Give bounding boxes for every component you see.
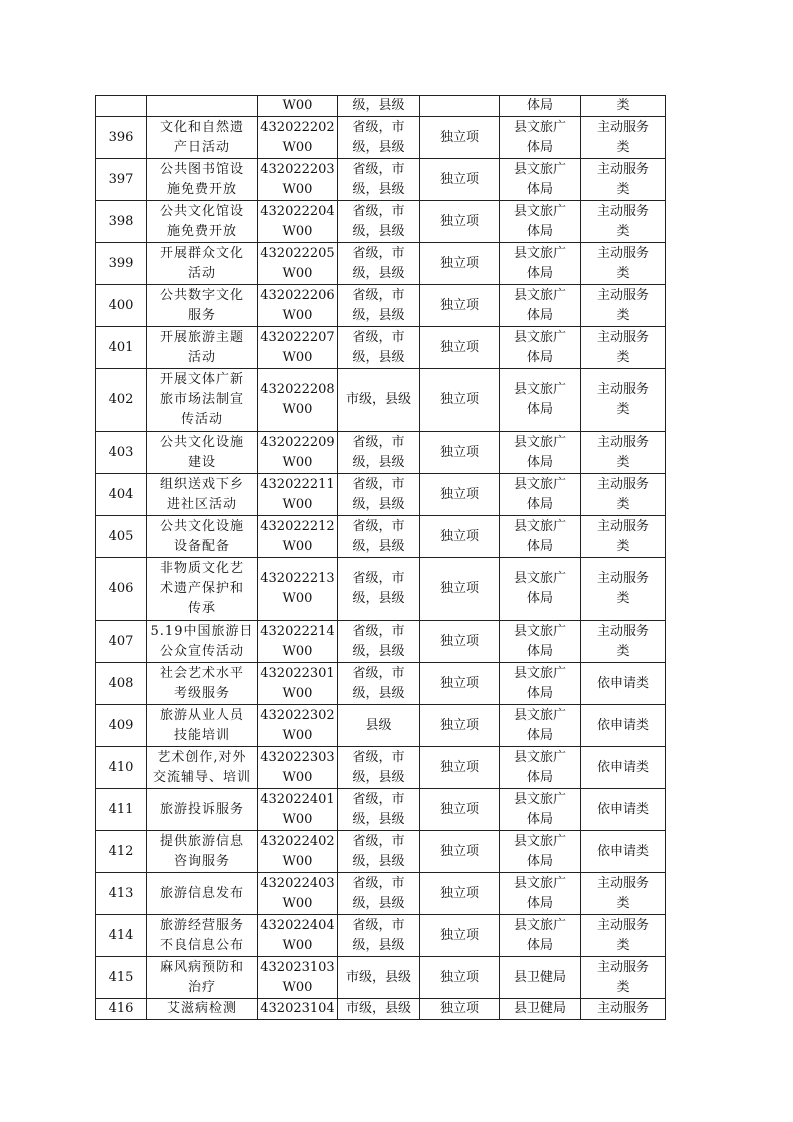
- item-name-cell: [147, 96, 258, 117]
- item-code-cell: 432022208 W00: [258, 369, 338, 432]
- item-type-cell: 独立项: [420, 432, 500, 474]
- table-row: [96, 474, 666, 516]
- department-cell: 县文旅广 体局: [500, 663, 581, 705]
- department-cell: 县文旅广 体局: [500, 789, 581, 831]
- category-cell: 依申请类: [581, 663, 666, 705]
- item-code-cell: 432022301 W00: [258, 663, 338, 705]
- row-number-cell: 412: [96, 831, 147, 873]
- row-number-cell: 400: [96, 285, 147, 327]
- department-cell: 县文旅广 体局: [500, 915, 581, 957]
- table-row: [96, 243, 666, 285]
- category-cell: 主动服务 类: [581, 516, 666, 558]
- category-cell: 主动服务 类: [581, 558, 666, 621]
- table-row: [96, 516, 666, 558]
- row-number-cell: 415: [96, 957, 147, 999]
- row-number-cell: 403: [96, 432, 147, 474]
- level-cell: 省级，市 级，县级: [338, 327, 420, 369]
- category-cell: 依申请类: [581, 747, 666, 789]
- category-cell: 主动服务 类: [581, 873, 666, 915]
- level-cell: 省级，市 级，县级: [338, 516, 420, 558]
- department-cell: 体局: [500, 96, 581, 117]
- table-row: [96, 432, 666, 474]
- department-cell: 县文旅广 体局: [500, 243, 581, 285]
- item-type-cell: 独立项: [420, 474, 500, 516]
- row-number-cell: 410: [96, 747, 147, 789]
- level-cell: 省级，市 级，县级: [338, 117, 420, 159]
- item-code-cell: 432022401 W00: [258, 789, 338, 831]
- level-cell: 省级，市 级，县级: [338, 285, 420, 327]
- table-row: [96, 957, 666, 999]
- department-cell: 县文旅广 体局: [500, 747, 581, 789]
- department-cell: 县卫健局: [500, 957, 581, 999]
- department-cell: 县文旅广 体局: [500, 327, 581, 369]
- department-cell: 县文旅广 体局: [500, 831, 581, 873]
- row-number-cell: 416: [96, 999, 147, 1020]
- item-type-cell: 独立项: [420, 327, 500, 369]
- table-row: [96, 117, 666, 159]
- level-cell: 省级，市 级，县级: [338, 831, 420, 873]
- department-cell: 县文旅广 体局: [500, 159, 581, 201]
- table-row: [96, 873, 666, 915]
- table-row: [96, 831, 666, 873]
- item-type-cell: 独立项: [420, 621, 500, 663]
- item-code-cell: 432022207 W00: [258, 327, 338, 369]
- item-name-cell: 组织送戏下乡 进社区活动: [147, 474, 258, 516]
- row-number-cell: 402: [96, 369, 147, 432]
- item-code-cell: 432022404 W00: [258, 915, 338, 957]
- row-number-cell: 399: [96, 243, 147, 285]
- item-type-cell: 独立项: [420, 999, 500, 1020]
- category-cell: 依申请类: [581, 705, 666, 747]
- table-row: [96, 747, 666, 789]
- item-code-cell: 432022402 W00: [258, 831, 338, 873]
- row-number-cell: 405: [96, 516, 147, 558]
- row-number-cell: 396: [96, 117, 147, 159]
- category-cell: 主动服务 类: [581, 243, 666, 285]
- row-number-cell: 406: [96, 558, 147, 621]
- department-cell: 县文旅广 体局: [500, 516, 581, 558]
- item-type-cell: 独立项: [420, 243, 500, 285]
- row-number-cell: 401: [96, 327, 147, 369]
- item-type-cell: 独立项: [420, 747, 500, 789]
- item-name-cell: 开展文体广新 旅市场法制宣 传活动: [147, 369, 258, 432]
- table-row: [96, 201, 666, 243]
- row-number-cell: 411: [96, 789, 147, 831]
- level-cell: 省级，市 级，县级: [338, 201, 420, 243]
- item-type-cell: 独立项: [420, 558, 500, 621]
- category-cell: 类: [581, 96, 666, 117]
- item-type-cell: 独立项: [420, 159, 500, 201]
- level-cell: 省级，市 级，县级: [338, 432, 420, 474]
- level-cell: 省级，市 级，县级: [338, 621, 420, 663]
- level-cell: 省级，市 级，县级: [338, 159, 420, 201]
- item-name-cell: 旅游从业人员 技能培训: [147, 705, 258, 747]
- department-cell: 县文旅广 体局: [500, 873, 581, 915]
- item-name-cell: 开展群众文化 活动: [147, 243, 258, 285]
- category-cell: 主动服务 类: [581, 327, 666, 369]
- row-number-cell: 404: [96, 474, 147, 516]
- level-cell: 省级，市 级，县级: [338, 915, 420, 957]
- item-name-cell: 旅游经营服务 不良信息公布: [147, 915, 258, 957]
- level-cell: 省级，市 级，县级: [338, 747, 420, 789]
- table-row: [96, 621, 666, 663]
- department-cell: 县文旅广 体局: [500, 474, 581, 516]
- item-name-cell: 旅游信息发布: [147, 873, 258, 915]
- department-cell: 县文旅广 体局: [500, 558, 581, 621]
- item-code-cell: 432022206 W00: [258, 285, 338, 327]
- department-cell: 县文旅广 体局: [500, 285, 581, 327]
- item-type-cell: 独立项: [420, 201, 500, 243]
- item-name-cell: 文化和自然遗 产日活动: [147, 117, 258, 159]
- item-name-cell: 开展旅游主题 活动: [147, 327, 258, 369]
- level-cell: 省级，市 级，县级: [338, 663, 420, 705]
- item-name-cell: 公共图书馆设 施免费开放: [147, 159, 258, 201]
- item-code-cell: 432022303 W00: [258, 747, 338, 789]
- item-code-cell: 432022212 W00: [258, 516, 338, 558]
- category-cell: 主动服务 类: [581, 369, 666, 432]
- category-cell: 主动服务 类: [581, 915, 666, 957]
- table-row: [96, 915, 666, 957]
- category-cell: 依申请类: [581, 831, 666, 873]
- item-code-cell: 432022202 W00: [258, 117, 338, 159]
- item-code-cell: W00: [258, 96, 338, 117]
- department-cell: 县文旅广 体局: [500, 201, 581, 243]
- item-type-cell: 独立项: [420, 915, 500, 957]
- item-code-cell: 432023103 W00: [258, 957, 338, 999]
- department-cell: 县文旅广 体局: [500, 621, 581, 663]
- department-cell: 县文旅广 体局: [500, 369, 581, 432]
- row-number-cell: 398: [96, 201, 147, 243]
- item-code-cell: 432022205 W00: [258, 243, 338, 285]
- item-name-cell: 提供旅游信息 咨询服务: [147, 831, 258, 873]
- row-number-cell: 397: [96, 159, 147, 201]
- category-cell: 主动服务 类: [581, 432, 666, 474]
- item-code-cell: 432022203 W00: [258, 159, 338, 201]
- item-code-cell: 432022213 W00: [258, 558, 338, 621]
- level-cell: 省级，市 级，县级: [338, 789, 420, 831]
- row-number-cell: 409: [96, 705, 147, 747]
- item-type-cell: 独立项: [420, 663, 500, 705]
- level-cell: 级，县级: [338, 96, 420, 117]
- department-cell: 县卫健局: [500, 999, 581, 1020]
- level-cell: 县级: [338, 705, 420, 747]
- level-cell: 市级，县级: [338, 957, 420, 999]
- level-cell: 市级，县级: [338, 369, 420, 432]
- item-type-cell: 独立项: [420, 285, 500, 327]
- item-name-cell: 公共文化馆设 施免费开放: [147, 201, 258, 243]
- row-number-cell: 408: [96, 663, 147, 705]
- service-catalog-table: [95, 95, 666, 1020]
- table-row: [96, 705, 666, 747]
- table-row: [96, 159, 666, 201]
- item-name-cell: 非物质文化艺 术遗产保护和 传承: [147, 558, 258, 621]
- row-number-cell: 407: [96, 621, 147, 663]
- category-cell: 主动服务 类: [581, 474, 666, 516]
- table-body: [96, 96, 666, 1020]
- level-cell: 省级，市 级，县级: [338, 558, 420, 621]
- level-cell: 省级，市 级，县级: [338, 474, 420, 516]
- category-cell: 主动服务 类: [581, 957, 666, 999]
- table-row: [96, 327, 666, 369]
- row-number-cell: [96, 96, 147, 117]
- item-type-cell: [420, 96, 500, 117]
- department-cell: 县文旅广 体局: [500, 705, 581, 747]
- item-code-cell: 432023104: [258, 999, 338, 1020]
- item-type-cell: 独立项: [420, 873, 500, 915]
- category-cell: 主动服务 类: [581, 117, 666, 159]
- item-code-cell: 432022403 W00: [258, 873, 338, 915]
- department-cell: 县文旅广 体局: [500, 432, 581, 474]
- item-code-cell: 432022211 W00: [258, 474, 338, 516]
- item-type-cell: 独立项: [420, 789, 500, 831]
- item-code-cell: 432022209 W00: [258, 432, 338, 474]
- level-cell: 市级，县级: [338, 999, 420, 1020]
- level-cell: 省级，市 级，县级: [338, 243, 420, 285]
- item-code-cell: 432022204 W00: [258, 201, 338, 243]
- table-row: [96, 558, 666, 621]
- item-name-cell: 公共数字文化 服务: [147, 285, 258, 327]
- table-row: [96, 96, 666, 117]
- item-type-cell: 独立项: [420, 516, 500, 558]
- item-type-cell: 独立项: [420, 369, 500, 432]
- table-row: [96, 663, 666, 705]
- row-number-cell: 414: [96, 915, 147, 957]
- category-cell: 主动服务 类: [581, 285, 666, 327]
- category-cell: 依申请类: [581, 789, 666, 831]
- category-cell: 主动服务: [581, 999, 666, 1020]
- item-type-cell: 独立项: [420, 957, 500, 999]
- table-row: [96, 285, 666, 327]
- item-code-cell: 432022302 W00: [258, 705, 338, 747]
- item-name-cell: 艾滋病检测: [147, 999, 258, 1020]
- item-type-cell: 独立项: [420, 117, 500, 159]
- category-cell: 主动服务 类: [581, 621, 666, 663]
- item-name-cell: 社会艺术水平 考级服务: [147, 663, 258, 705]
- item-type-cell: 独立项: [420, 705, 500, 747]
- level-cell: 省级，市 级，县级: [338, 873, 420, 915]
- item-name-cell: 公共文化设施 设备配备: [147, 516, 258, 558]
- item-name-cell: 5.19中国旅游日 公众宣传活动: [147, 621, 258, 663]
- category-cell: 主动服务 类: [581, 159, 666, 201]
- item-name-cell: 公共文化设施 建设: [147, 432, 258, 474]
- item-name-cell: 艺术创作,对外 交流辅导、培训: [147, 747, 258, 789]
- table-row: [96, 789, 666, 831]
- department-cell: 县文旅广 体局: [500, 117, 581, 159]
- item-code-cell: 432022214 W00: [258, 621, 338, 663]
- row-number-cell: 413: [96, 873, 147, 915]
- category-cell: 主动服务 类: [581, 201, 666, 243]
- table-row: [96, 999, 666, 1020]
- item-name-cell: 旅游投诉服务: [147, 789, 258, 831]
- table-row: [96, 369, 666, 432]
- item-name-cell: 麻风病预防和 治疗: [147, 957, 258, 999]
- item-type-cell: 独立项: [420, 831, 500, 873]
